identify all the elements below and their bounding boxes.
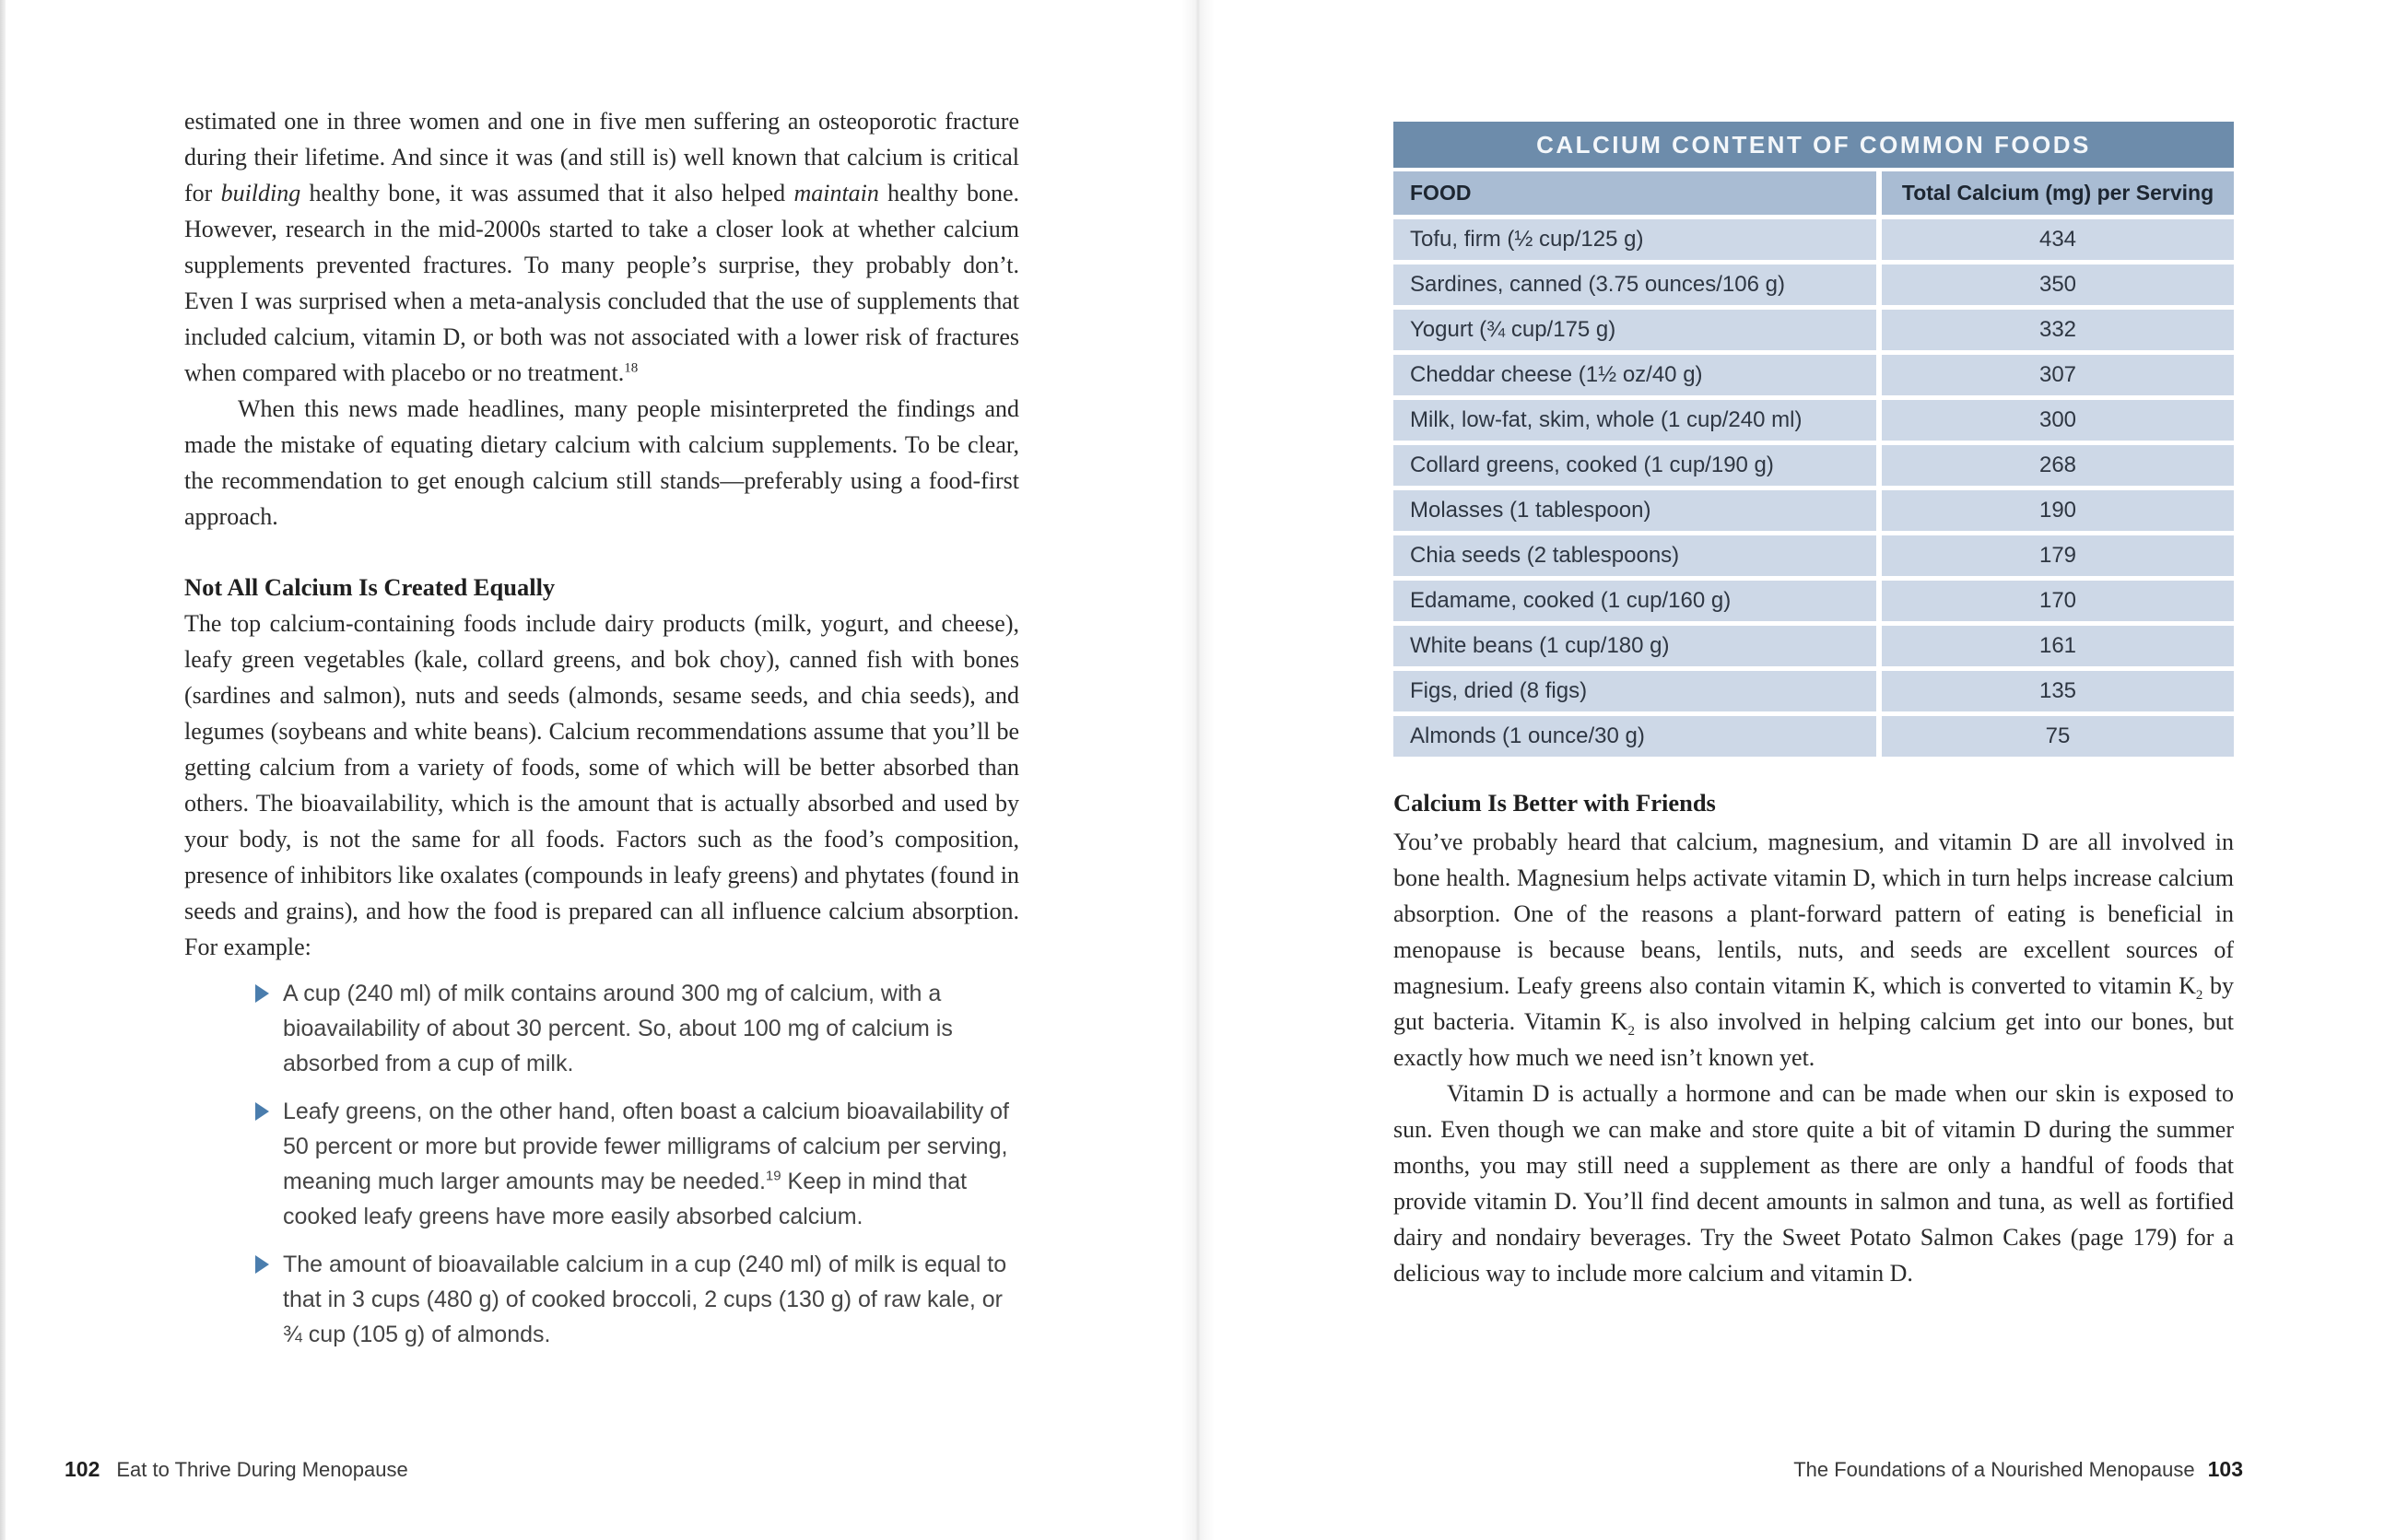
triangle-right-icon <box>255 1102 269 1121</box>
text-run: is also involved in helping calcium get into our bones, but exactly how much we need isn’t known yet. <box>1393 1008 2234 1071</box>
cell-food: Molasses (1 tablespoon) <box>1393 490 1876 531</box>
table-row <box>1393 400 2234 441</box>
table-row <box>1393 490 2234 531</box>
table-title: CALCIUM CONTENT OF COMMON FOODS <box>1393 122 2234 168</box>
text-run: by gut bacteria. Vitamin K <box>1393 972 2234 1035</box>
table-row <box>1393 535 2234 576</box>
text-run: You’ve probably heard that calcium, magnesium, and vitamin D are all involved in bone health. Magnesium helps activate vitamin D, which in turn helps increase calcium absorption. One of the reasons a plant-forward pattern of eating is beneficial in menopause is because beans, lentils, nuts, and seeds are excellent sources of magnesium. Leafy greens also contain vitamin K, which is converted to vitamin K <box>1393 829 2234 999</box>
cell-calcium: 434 <box>1882 219 2234 260</box>
footnote-ref-19: 19 <box>765 1168 781 1184</box>
text-run: Leafy greens, on the other hand, often boast a calcium bioavailability of 50 percent or more but provide fewer milligrams of calcium per serving, meaning much larger amounts may be needed. <box>283 1099 1010 1194</box>
paragraph-headlines: When this news made headlines, many people misinterpreted the findings and made the mistake of equating dietary calcium with calcium supplements. To be clear, the recommendation to get enough calcium still stands—preferably using a food-first approach. <box>184 395 1019 530</box>
section-heading-not-all-calcium: Not All Calcium Is Created Equally <box>184 573 556 601</box>
text-run: estimated one in three women and one in five men suffering an osteoporotic fracture during their lifetime. And since it was (and still is) well known that calcium is critical for <box>184 108 1019 206</box>
cell-calcium: 350 <box>1882 265 2234 305</box>
page-right-body <box>1393 785 2234 1291</box>
cell-calcium: 307 <box>1882 355 2234 395</box>
bullet-text-bioavailable: The amount of bioavailable calcium in a cup (240 ml) of milk is equal to that in 3 cups (480 g) of cooked broccoli, 2 cups (130 g) of raw kale, or ¾ cup (105 g) of almonds. <box>283 1252 1007 1347</box>
list-item <box>255 976 1019 1081</box>
cell-food: Collard greens, cooked (1 cup/190 g) <box>1393 445 1876 486</box>
paragraph-vitamin-d: Vitamin D is actually a hormone and can be made when our skin is exposed to sun. Even though we can make and store quite a bit of vitamin D during the summer months, you may still need a supplement as there are only a handful of foods that provide vitamin D. You’ll find decent amounts in salmon and tuna, as well as fortified dairy and nondairy beverages. Try the Sweet Potato Salmon Cakes (page 179) for a delicious way to include more calcium and vitamin D. <box>1393 1080 2234 1287</box>
table-row <box>1393 626 2234 666</box>
subscript-2: 2 <box>1627 1024 1635 1040</box>
cell-calcium: 332 <box>1882 310 2234 350</box>
bullet-list <box>184 976 1019 1352</box>
page-left-body <box>184 103 1019 1365</box>
cell-food: Tofu, firm (½ cup/125 g) <box>1393 219 1876 260</box>
footer-left <box>65 1457 408 1482</box>
cell-food: White beans (1 cup/180 g) <box>1393 626 1876 666</box>
cell-calcium: 190 <box>1882 490 2234 531</box>
cell-food: Figs, dried (8 figs) <box>1393 671 1876 711</box>
table-row <box>1393 716 2234 757</box>
subscript-2: 2 <box>2195 988 2203 1004</box>
table-row <box>1393 671 2234 711</box>
table-row <box>1393 310 2234 350</box>
paragraph-calcium-magnesium <box>1393 824 2234 1076</box>
cell-food: Cheddar cheese (1½ oz/40 g) <box>1393 355 1876 395</box>
list-item <box>255 1094 1019 1234</box>
list-item <box>255 1247 1019 1352</box>
table-row <box>1393 581 2234 621</box>
table-row <box>1393 265 2234 305</box>
page-number-left: 102 <box>65 1457 100 1481</box>
column-header-food: FOOD <box>1393 171 1876 215</box>
cell-food: Chia seeds (2 tablespoons) <box>1393 535 1876 576</box>
text-run: healthy bone, it was assumed that it also helped <box>300 180 794 206</box>
italic-building: building <box>220 180 301 206</box>
table-row <box>1393 219 2234 260</box>
cell-calcium: 179 <box>1882 535 2234 576</box>
bullet-text-milk: A cup (240 ml) of milk contains around 300 mg of calcium, with a bioavailability of about 30 percent. So, about 100 mg of calcium is absorbed from a cup of milk. <box>283 981 953 1076</box>
running-title-right: The Foundations of a Nourished Menopause <box>1793 1458 2195 1481</box>
table-row <box>1393 355 2234 395</box>
cell-calcium: 75 <box>1882 716 2234 757</box>
page-gutter <box>1181 0 1215 1540</box>
table-header-row <box>1393 171 2234 215</box>
text-run: Keep in mind that cooked leafy greens have more easily absorbed calcium. <box>283 1169 968 1229</box>
column-header-calcium: Total Calcium (mg) per Serving <box>1882 171 2234 215</box>
triangle-right-icon <box>255 984 269 1003</box>
text-run: healthy bone. However, research in the mid-2000s started to take a closer look at whether calcium supplements prevented fractures. To many people’s surprise, they probably don’t. Even I was surprised when a meta-analysis concluded that the use of supplements that included calcium, vitamin D, or both was not associated with a lower risk of fractures when compared with placebo or no treatment. <box>184 180 1019 386</box>
cell-calcium: 268 <box>1882 445 2234 486</box>
page-edge <box>0 0 6 1540</box>
paragraph-osteoporotic <box>184 103 1019 391</box>
cell-calcium: 161 <box>1882 626 2234 666</box>
section-heading-calcium-friends: Calcium Is Better with Friends <box>1393 789 1716 817</box>
bullet-text-leafy-greens <box>283 1094 1019 1234</box>
triangle-right-icon <box>255 1255 269 1274</box>
cell-food: Milk, low-fat, skim, whole (1 cup/240 ml) <box>1393 400 1876 441</box>
footer-right <box>1793 1457 2243 1482</box>
italic-maintain: maintain <box>793 180 879 206</box>
cell-food: Yogurt (¾ cup/175 g) <box>1393 310 1876 350</box>
paragraph-top-calcium-foods: The top calcium-containing foods include dairy products (milk, yogurt, and cheese), leafy green vegetables (kale, collard greens, and bok choy), canned fish with bones (sardines and salmon), nuts and seeds (almonds, sesame seeds, and chia seeds), and legumes (soybeans and white beans). Calcium recommendations assume that you’ll be getting calcium from a variety of foods, some of which will be better absorbed than others. The bioavailability, which is the amount that is actually absorbed and used by your body, is not the same for all foods. Factors such as the food’s composition, presence of inhibitors like oxalates (compounds in leafy greens) and phytates (found in seeds and grains), and how the food is prepared can all influence calcium absorption. For example: <box>184 610 1019 960</box>
cell-calcium: 300 <box>1882 400 2234 441</box>
cell-food: Sardines, canned (3.75 ounces/106 g) <box>1393 265 1876 305</box>
cell-calcium: 170 <box>1882 581 2234 621</box>
cell-food: Almonds (1 ounce/30 g) <box>1393 716 1876 757</box>
page-number-right: 103 <box>2207 1457 2243 1481</box>
cell-calcium: 135 <box>1882 671 2234 711</box>
calcium-content-table <box>1393 122 2234 757</box>
cell-food: Edamame, cooked (1 cup/160 g) <box>1393 581 1876 621</box>
running-title-left: Eat to Thrive During Menopause <box>116 1458 408 1481</box>
table-row <box>1393 445 2234 486</box>
footnote-ref-18: 18 <box>624 360 639 376</box>
